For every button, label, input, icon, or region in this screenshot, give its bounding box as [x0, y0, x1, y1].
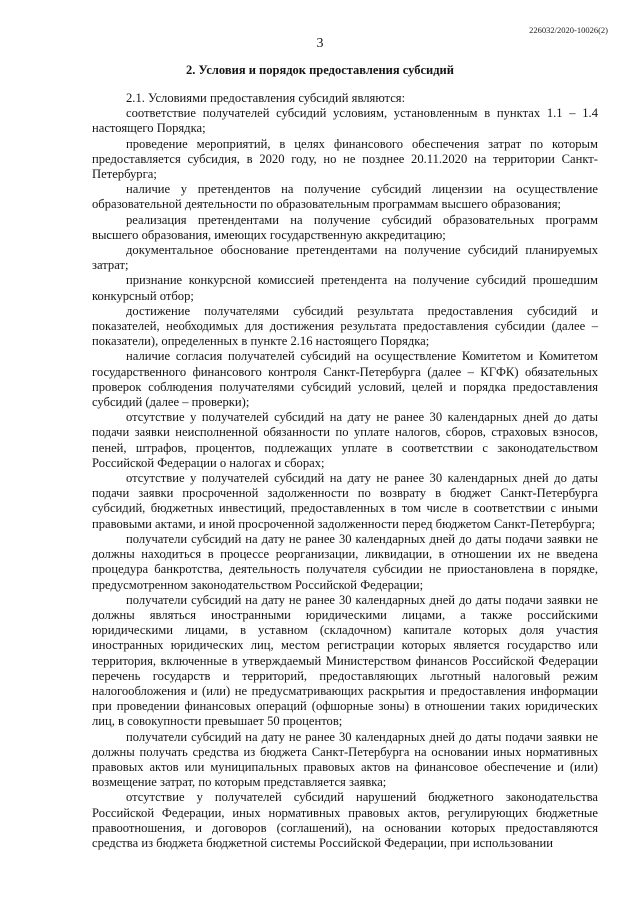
paragraph: наличие согласия получателей субсидий на осуществление Комитетом и Комитетом государственного финансового контроля Санкт-Петербурга (далее – КГФК) обязательных проверок соблюдения получателями субсидий условий, целей и порядка предоставления субсидий (далее – проверки); — [92, 349, 598, 410]
paragraph: реализация претендентами на получение субсидий образовательных программ высшего образования, имеющих государственную аккредитацию; — [92, 212, 598, 242]
paragraph: отсутствие у получателей субсидий на дату не ранее 30 календарных дней до даты подачи заявки неисполненной обязанности по уплате налогов, сборов, страховых взносов, пеней, штрафов, процентов, подлежащих уплате в соответствии с законодательством Российской Федерации о налогах и сборах; — [92, 410, 598, 470]
document-number: 226032/2020-10026(2) — [529, 25, 608, 35]
paragraph: получатели субсидий на дату не ранее 30 календарных дней до даты подачи заявки не должны находиться в процессе реорганизации, ликвидации, в отношении их не введена процедура банкротства, деятельность получателя субсидии не приостановлена в порядке, предусмотренном законодательством Российской Федерации; — [92, 531, 598, 592]
paragraph: отсутствие у получателей субсидий на дату не ранее 30 календарных дней до даты подачи заявки просроченной задолженности по возврату в бюджет Санкт-Петербурга субсидий, бюджетных инвестиций, предоставленных в том числе в соответствии с иными правовыми актами, и иной просроченной задолженности перед бюджетом Санкт-Петербурга; — [92, 471, 598, 531]
paragraph: наличие у претендентов на получение субсидий лицензии на осуществление образовательной деятельности по образовательным программам высшего образования; — [92, 182, 598, 212]
paragraph: получатели субсидий на дату не ранее 30 календарных дней до даты подачи заявки не должны получать средства из бюджета Санкт-Петербурга на основании иных нормативных правовых актов или муниципальных правовых актов на финансовое обеспечение и (или) возмещение затрат, по которым представляется заявка; — [92, 729, 598, 790]
paragraph: документальное обоснование претендентами на получение субсидий планируемых затрат; — [92, 243, 598, 273]
section-title: 2. Условия и порядок предоставления субсидий — [186, 63, 454, 77]
page-number: 3 — [316, 36, 324, 51]
paragraph: признание конкурсной комиссией претендента на получение субсидий прошедшим конкурсный отбор; — [92, 273, 598, 303]
paragraph: проведение мероприятий, в целях финансового обеспечения затрат по которым предоставляется субсидия, в 2020 году, но не позднее 20.11.2020 на территории Санкт-Петербурга; — [92, 136, 598, 182]
paragraph: соответствие получателей субсидий условиям, установленным в пунктах 1.1 – 1.4 настоящего Порядка; — [92, 106, 598, 136]
paragraph: получатели субсидий на дату не ранее 30 календарных дней до даты подачи заявки не должны являться иностранными юридическими лицами, а также российскими юридическими лицами, в уставном (складочном) капитале которых доля участия иностранных юридических лиц, местом регистрации которых является государство или территория, включенные в утверждаемый Министерством финансов Российской Федерации перечень государств и территорий, предоставляющих льготный налоговый режим налогообложения и (или) не предусматривающих раскрытия и предоставления информации при проведении финансовых операций (офшорные зоны) в отношении таких юридических лиц, в совокупности превышает 50 процентов; — [92, 592, 598, 729]
paragraph: достижение получателями субсидий результата предоставления субсидий и показателей, необходимых для достижения результата предоставления субсидии (далее – показатели), определенных в пункте 2.16 настоящего Порядка; — [92, 303, 598, 349]
document-body — [92, 91, 598, 851]
paragraph: отсутствие у получателей субсидий нарушений бюджетного законодательства Российской Федерации, иных нормативных правовых актов, регулирующих бюджетные правоотношения, и договоров (соглашений), на основании которых предоставляются средства из бюджета бюджетной системы Российской Федерации, при использовании — [92, 790, 598, 850]
paragraph: 2.1. Условиями предоставления субсидий являются: — [126, 91, 406, 105]
